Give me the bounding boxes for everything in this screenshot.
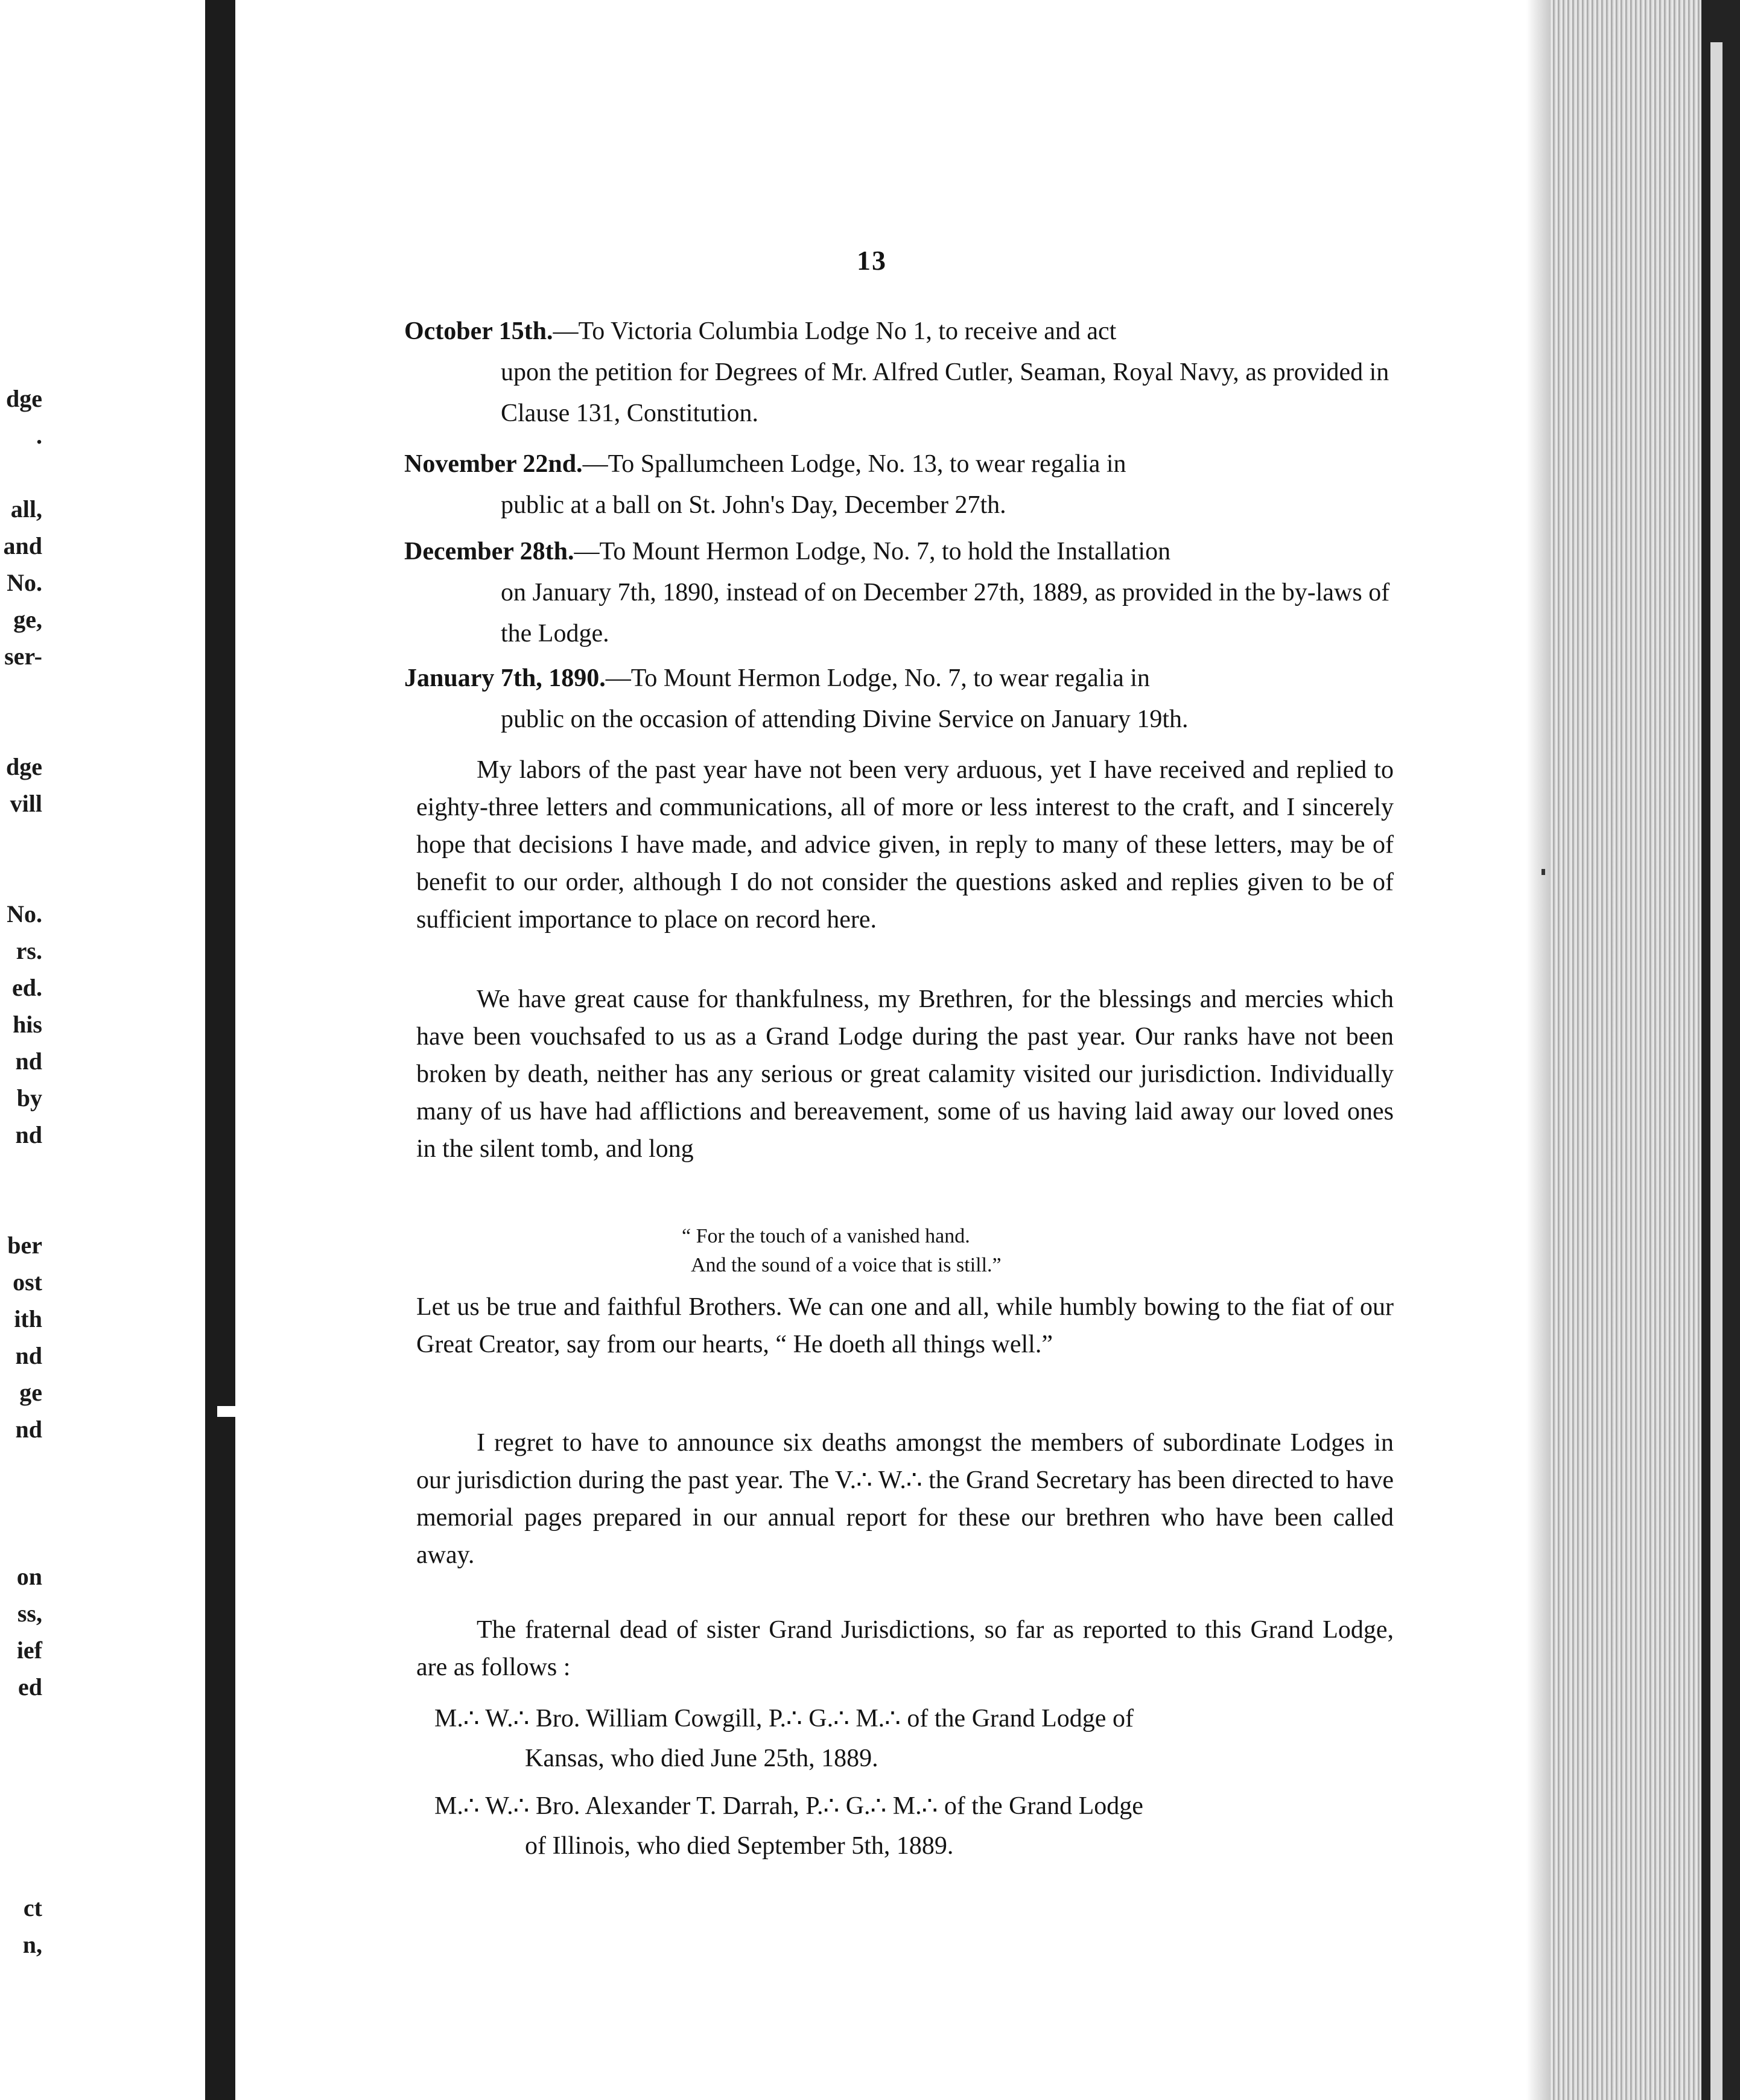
left-fragment-line bbox=[0, 1853, 42, 1889]
left-fragment-line: ief bbox=[16, 1637, 42, 1664]
paragraph-labors: My labors of the past year have not been very arduous, yet I have received and replied to eighty-three letters and communications, all of more or less interest to the craft, and I sincerely hope that decisions I have made, and advice given, in reply to many of these letters, may be of benefit to our order, although I do not consider the questions asked and replies given to be of sufficient importance to place on record here. bbox=[416, 756, 1394, 934]
quote-line: And the sound of a voice that is still.” bbox=[691, 1254, 1002, 1276]
entry-date: November 22nd. bbox=[404, 450, 583, 478]
paragraph-fraternal-dead: The fraternal dead of sister Grand Jurisdictions, so far as reported to this Grand Lodge, are as follows : bbox=[416, 1616, 1394, 1681]
left-fragment-line: ge, bbox=[13, 606, 42, 633]
entry-november bbox=[404, 444, 1400, 526]
left-fragment-line bbox=[0, 711, 42, 748]
quote-line: “ For the touch of a vanished hand. bbox=[682, 1225, 970, 1247]
left-fragment-line bbox=[0, 1153, 42, 1190]
memorial-line: M.∴ W.∴ Bro. William Cowgill, P.∴ G.∴ M.∴ of the Grand Lodge of bbox=[434, 1705, 1134, 1732]
left-fragment-line bbox=[0, 1190, 42, 1227]
entry-date: December 28th. bbox=[404, 538, 574, 565]
left-fragment-line: . bbox=[36, 422, 42, 449]
left-fragment-line bbox=[0, 1521, 42, 1558]
left-fragment-line bbox=[0, 1742, 42, 1779]
left-fragment-line bbox=[0, 1705, 42, 1742]
left-fragment-line bbox=[0, 822, 42, 859]
left-fragment-line: by bbox=[16, 1084, 42, 1112]
page-edge-shadow bbox=[1526, 0, 1551, 2100]
left-fragment-line: on bbox=[16, 1563, 42, 1590]
entry-continuation: public at a ball on St. John's Day, December 27th. bbox=[501, 491, 1006, 519]
left-fragment-line: ed. bbox=[12, 974, 42, 1001]
paragraph-deaths: I regret to have to announce six deaths amongst the members of subordinate Lodges in our jurisdiction during the past year. The V.∴ W.∴ the Grand Secretary has been directed to have memorial pages prepared in our annual report for these our brethren who have been called away. bbox=[416, 1429, 1394, 1569]
left-fragment-line bbox=[0, 675, 42, 711]
left-fragment-line: dge bbox=[6, 753, 42, 780]
entry-january bbox=[404, 658, 1400, 740]
left-fragment-line: ith bbox=[14, 1305, 42, 1332]
left-fragment-line: ge bbox=[19, 1379, 42, 1406]
left-fragment-line: No. bbox=[7, 569, 42, 596]
gutter-notch bbox=[217, 1406, 235, 1417]
margin-mark bbox=[1542, 869, 1545, 875]
memorial-line: of Illinois, who died September 5th, 1889. bbox=[525, 1832, 954, 1860]
left-fragment-line: nd bbox=[15, 1416, 42, 1443]
page-number: 13 bbox=[857, 245, 887, 276]
left-fragment-line bbox=[0, 454, 42, 491]
entry-text: —To Spallumcheen Lodge, No. 13, to wear regalia in bbox=[582, 450, 1126, 478]
left-fragment-line: ct bbox=[23, 1894, 42, 1921]
left-fragment-line: rs. bbox=[16, 937, 42, 964]
left-fragment-line: dge bbox=[6, 385, 42, 412]
left-fragment-line: vill bbox=[10, 790, 42, 817]
memorial-entry bbox=[434, 1699, 1400, 1778]
entry-date: January 7th, 1890. bbox=[404, 664, 606, 692]
entry-continuation: public on the occasion of attending Divine Service on January 19th. bbox=[501, 705, 1189, 733]
book-gutter bbox=[205, 0, 235, 2100]
book-page-edges bbox=[1551, 0, 1701, 2100]
entry-continuation: on January 7th, 1890, instead of on December 27th, 1889, as provided in the by-laws of the Lodge. bbox=[501, 579, 1390, 648]
left-fragment-line: ber bbox=[7, 1232, 42, 1259]
left-fragment-line: all, bbox=[10, 495, 42, 523]
left-fragment-line: ss, bbox=[17, 1600, 42, 1627]
memorial-line: Kansas, who died June 25th, 1889. bbox=[525, 1745, 878, 1772]
entry-continuation: upon the petition for Degrees of Mr. Alfred Cutler, Seaman, Royal Navy, as provided in Clause 131, Constitution. bbox=[501, 358, 1389, 427]
left-fragment-line bbox=[0, 1779, 42, 1816]
left-fragment-line bbox=[0, 1484, 42, 1521]
left-fragment-line: nd bbox=[15, 1342, 42, 1369]
entry-text: —To Mount Hermon Lodge, No. 7, to hold the Installation bbox=[574, 538, 1171, 565]
left-facing-page bbox=[0, 0, 205, 2100]
left-fragment-line bbox=[0, 859, 42, 896]
left-fragment-line bbox=[0, 1816, 42, 1853]
left-fragment-line: nd bbox=[15, 1048, 42, 1075]
memorial-line: M.∴ W.∴ Bro. Alexander T. Darrah, P.∴ G.∴ M.∴ of the Grand Lodge bbox=[434, 1792, 1143, 1820]
book-cover-highlight bbox=[1710, 42, 1723, 2100]
paragraph-faithful: Let us be true and faithful Brothers. We can one and all, while humbly bowing to the fiat of our Great Creator, say from our hearts, “ He doeth all things well.” bbox=[416, 1293, 1394, 1358]
left-page-text-fragments bbox=[0, 380, 42, 1963]
paragraph-thankfulness: We have great cause for thankfulness, my Brethren, for the blessings and mercies which have been vouchsafed to us as a Grand Lodge during the past year. Our ranks have not been broken by death, neither has any serious or great calamity visited our jurisdiction. Individually many of us have had afflictions and bereavement, some of us having laid away our loved ones in the silent tomb, and long bbox=[416, 985, 1394, 1163]
left-fragment-line: ser- bbox=[4, 643, 42, 670]
left-fragment-line: No. bbox=[7, 900, 42, 928]
entry-october bbox=[404, 311, 1400, 434]
left-fragment-line: and bbox=[3, 532, 42, 559]
memorial-entry bbox=[434, 1786, 1400, 1866]
entry-date: October 15th. bbox=[404, 317, 553, 345]
left-fragment-line: ed bbox=[18, 1673, 42, 1701]
entry-text: —To Mount Hermon Lodge, No. 7, to wear regalia in bbox=[605, 664, 1150, 692]
left-fragment-line: n, bbox=[22, 1931, 42, 1958]
entry-december bbox=[404, 531, 1400, 654]
left-fragment-line bbox=[0, 1448, 42, 1484]
left-fragment-line: nd bbox=[15, 1121, 42, 1148]
entry-text: —To Victoria Columbia Lodge No 1, to receive and act bbox=[553, 317, 1117, 345]
poem-quotation bbox=[682, 1222, 1225, 1280]
left-fragment-line: ost bbox=[13, 1268, 42, 1296]
left-fragment-line: his bbox=[13, 1011, 42, 1038]
